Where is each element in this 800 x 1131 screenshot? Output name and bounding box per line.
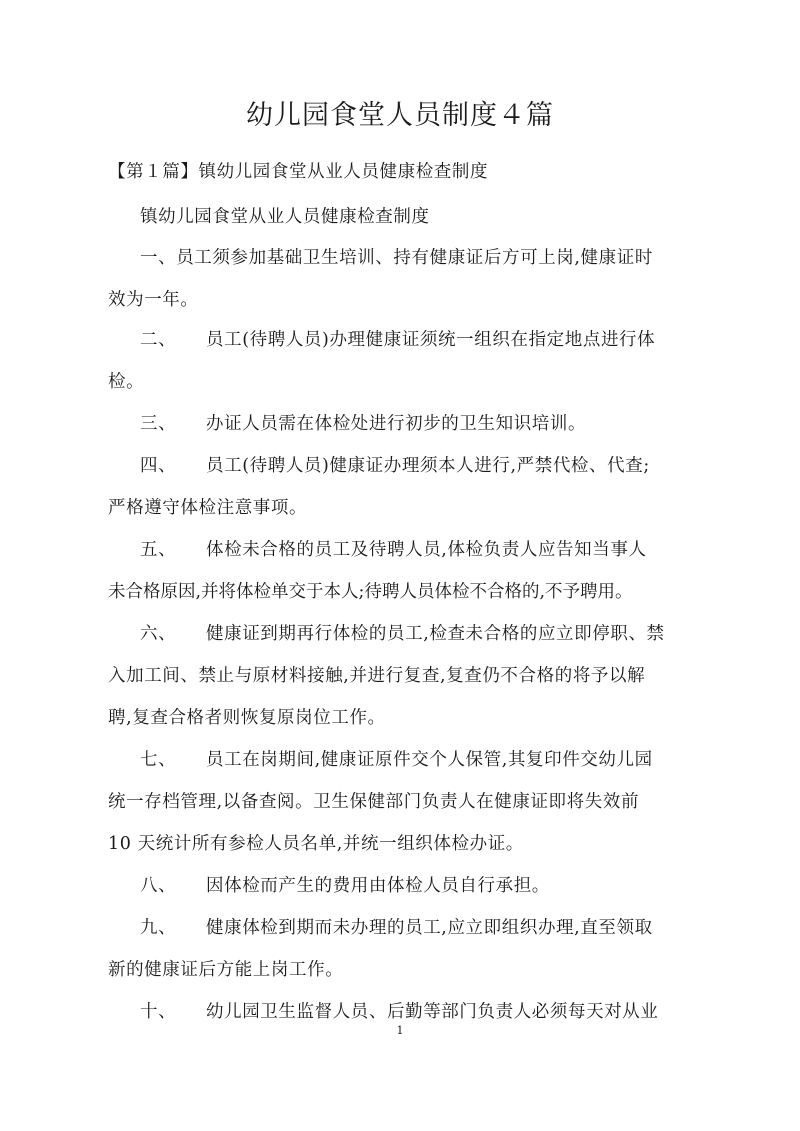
item-text: 健康证到期再行体检的员工,检查未合格的应立即停职、禁 [206,624,665,644]
item-text: 因体检而产生的费用由体检人员自行承担。 [206,876,550,896]
item-line: 统一存档管理,以备查阅。卫生保健部门负责人在健康证即将失效前 [108,792,640,812]
item-line: 入加工间、禁止与原材料接触,并进行复查,复查仍不合格的将予以解 [108,666,646,686]
item-line: 新的健康证后方能上岗工作。 [108,960,344,980]
item-number: 三、 [140,414,177,434]
section-subtitle: 镇幼儿园食堂从业人员健康检查制度 [140,207,430,227]
item-number: 八、 [140,876,177,896]
item-number: 九、 [140,918,177,938]
item-first-line [140,620,665,648]
item-text: 幼儿园卫生监督人员、后勤等部门负责人必须每天对从业 [206,1002,659,1022]
item-first-line [140,872,550,900]
item-number: 四、 [140,456,177,476]
item-line: 检。 [108,372,145,392]
page-number: 1 [396,1024,404,1037]
item-text: 员工(待聘人员)健康证办理须本人进行,严禁代检、代查; [206,456,650,476]
item-text: 办证人员需在体检处进行初步的卫生知识培训。 [206,414,587,434]
item-line: 聘,复查合格者则恢复原岗位工作。 [108,708,386,728]
item-text: 员工在岗期间,健康证原件交个人保管,其复印件交幼儿园 [206,750,653,770]
item-first-line [140,746,653,774]
item-line: 未合格原因,并将体检单交于本人;待聘人员体检不合格的,不予聘用。 [108,582,633,602]
item-first-line [140,410,586,438]
item-first-line [140,326,655,354]
item-text: 体检未合格的员工及待聘人员,体检负责人应告知当事人 [206,540,647,560]
item-line: 严格遵守体检注意事项。 [108,498,308,518]
item-text: 健康体检到期而未办理的员工,应立即组织办理,直至领取 [206,918,653,938]
item-number: 十、 [140,1002,177,1022]
item-first-line [140,914,653,942]
item-first-line [140,536,647,564]
item-first-line [140,452,650,480]
item-line: 效为一年。 [108,290,199,310]
item-number: 五、 [140,540,177,560]
item-number: 七、 [140,750,177,770]
item-number: 二、 [140,330,177,350]
document-title: 幼儿园食堂人员制度４篇 [246,100,554,131]
item-text: 员工(待聘人员)办理健康证须统一组织在指定地点进行体 [206,330,656,350]
item-line: 10 天统计所有参检人员名单,并统一组织体检办证。 [108,834,524,854]
section-heading: 【第１篇】镇幼儿园食堂从业人员健康检查制度 [108,162,489,182]
item-number: 六、 [140,624,177,644]
item-line: 一、员工须参加基础卫生培训、持有健康证后方可上岗,健康证时 [140,248,653,268]
item-first-line [140,998,659,1026]
